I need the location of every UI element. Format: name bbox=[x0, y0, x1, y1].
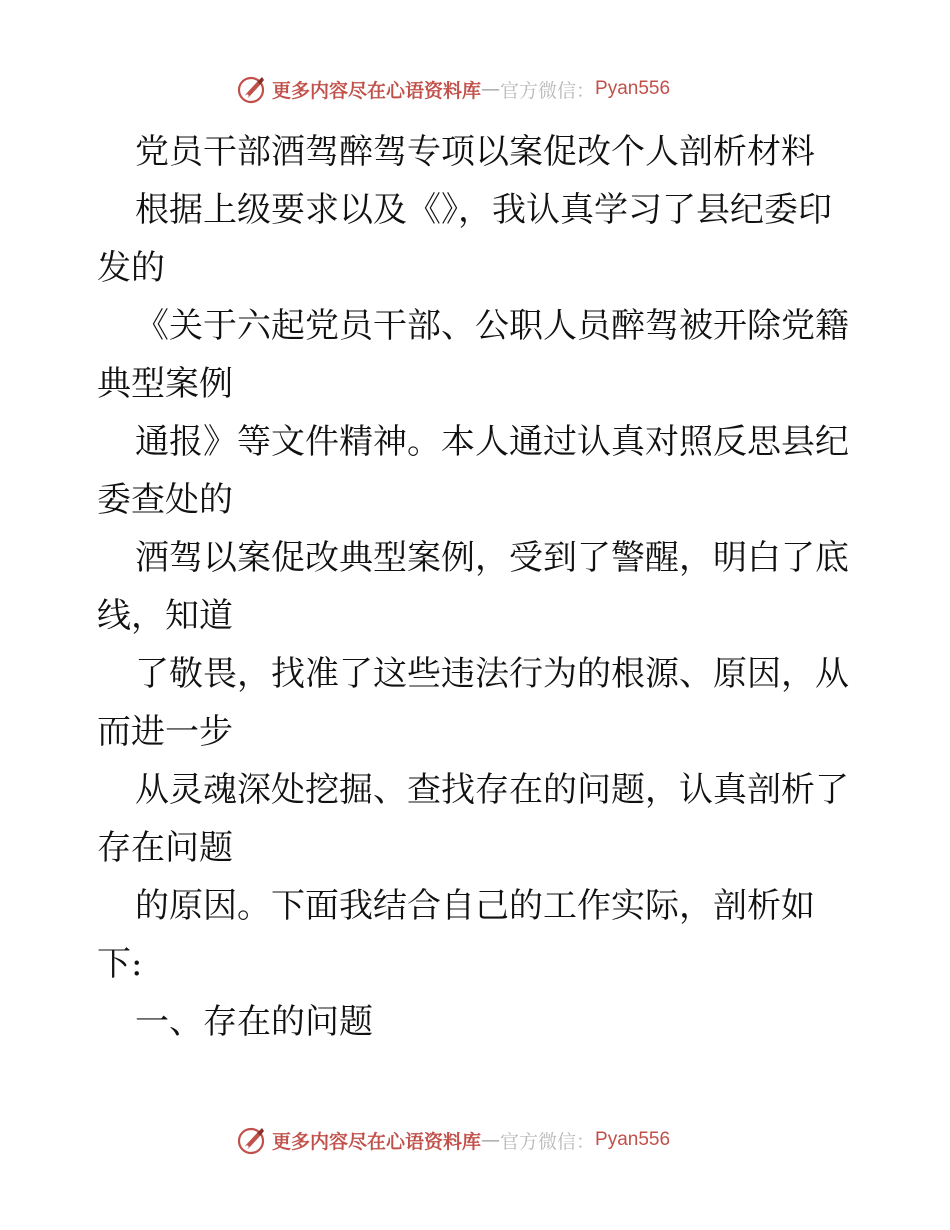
banner-wechat-id: Pyan556 bbox=[595, 78, 671, 99]
banner-dash: — bbox=[481, 1129, 501, 1151]
banner-wechat-id: Pyan556 bbox=[595, 1129, 671, 1150]
body-line: 下: bbox=[97, 944, 143, 984]
banner-dash: — bbox=[481, 78, 501, 100]
body-line: 线，知道 bbox=[97, 596, 233, 636]
body-line: 存在问题 bbox=[97, 828, 233, 868]
banner-promo-text: 更多内容尽在心语资料库 bbox=[272, 79, 482, 102]
body-line: 而进一步 bbox=[97, 712, 233, 752]
body-line: 了敬畏，找准了这些违法行为的根源、原因，从 bbox=[135, 654, 849, 694]
header-banner bbox=[236, 72, 736, 106]
body-line: 典型案例 bbox=[97, 364, 233, 404]
body-line: 通报》等文件精神。本人通过认真对照反思县纪 bbox=[135, 422, 849, 462]
body-line: 酒驾以案促改典型案例，受到了警醒，明白了底 bbox=[135, 538, 849, 578]
document-title: 党员干部酒驾醉驾专项以案促改个人剖析材料 bbox=[135, 132, 815, 172]
body-line: 发的 bbox=[97, 248, 165, 288]
body-line: 《关于六起党员干部、公职人员醉驾被开除党籍 bbox=[135, 306, 849, 346]
footer-banner bbox=[236, 1123, 736, 1157]
banner-contact-label: 官方微信： bbox=[500, 1130, 596, 1153]
body-line: 的原因。下面我结合自己的工作实际，剖析如 bbox=[135, 886, 815, 926]
banner-contact-label: 官方微信： bbox=[500, 79, 596, 102]
document-body bbox=[97, 123, 857, 1051]
section-heading: 一、存在的问题 bbox=[135, 1002, 373, 1042]
banner-promo-text: 更多内容尽在心语资料库 bbox=[272, 1130, 482, 1153]
pen-logo-icon bbox=[236, 73, 268, 105]
body-line: 委查处的 bbox=[97, 480, 233, 520]
body-line: 从灵魂深处挖掘、查找存在的问题，认真剖析了 bbox=[135, 770, 849, 810]
pen-logo-icon bbox=[236, 1124, 268, 1156]
body-line: 根据上级要求以及《》，我认真学习了县纪委印 bbox=[135, 190, 832, 230]
